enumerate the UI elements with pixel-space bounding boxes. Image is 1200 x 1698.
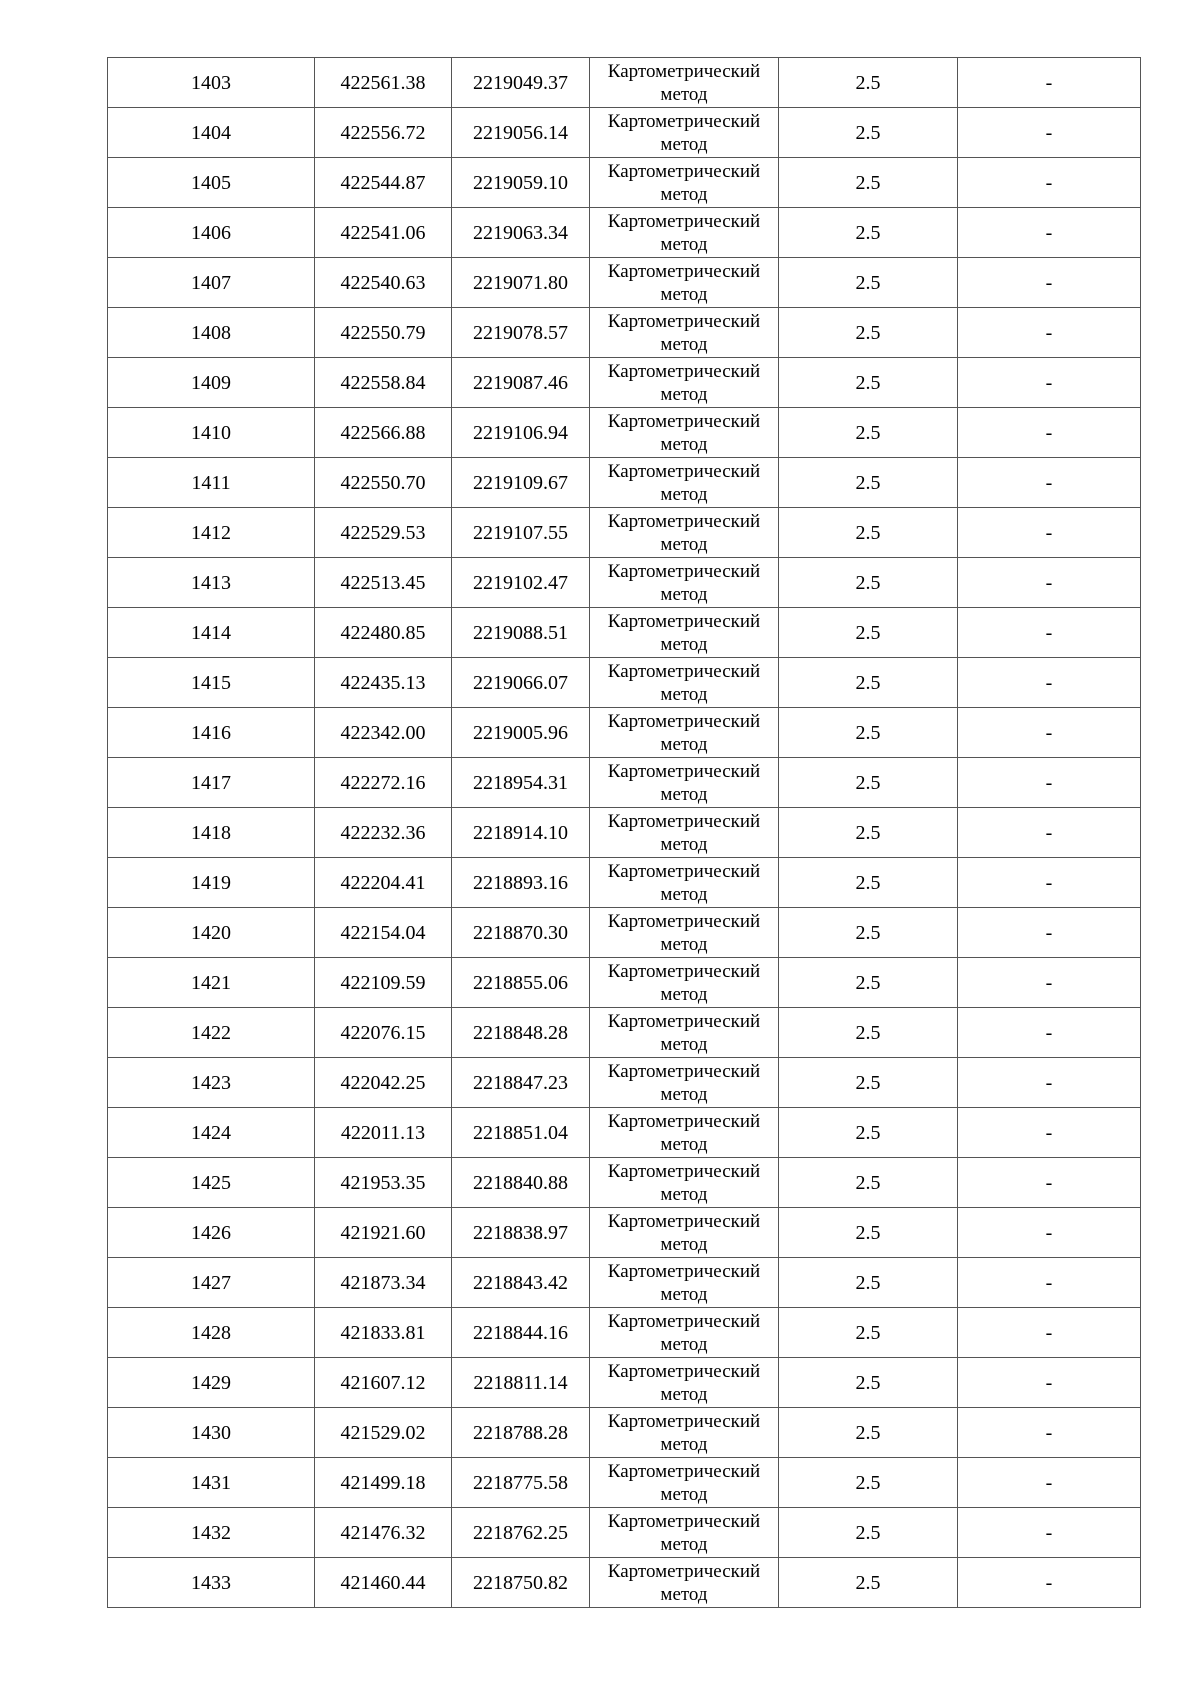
table-row xyxy=(108,758,1141,808)
point-number-cell: 1421 xyxy=(108,958,315,1008)
method-cell: Картометрический метод xyxy=(590,108,779,158)
y-coordinate-cell: 2219109.67 xyxy=(452,458,590,508)
y-coordinate-cell: 2218838.97 xyxy=(452,1208,590,1258)
x-coordinate-cell: 422544.87 xyxy=(315,158,452,208)
precision-cell: 2.5 xyxy=(779,1508,958,1558)
precision-cell: 2.5 xyxy=(779,1008,958,1058)
precision-cell: 2.5 xyxy=(779,308,958,358)
y-coordinate-cell: 2219102.47 xyxy=(452,558,590,608)
precision-cell: 2.5 xyxy=(779,1158,958,1208)
y-coordinate-cell: 2219066.07 xyxy=(452,658,590,708)
precision-cell: 2.5 xyxy=(779,258,958,308)
y-coordinate-cell: 2218750.82 xyxy=(452,1558,590,1608)
table-row xyxy=(108,158,1141,208)
y-coordinate-cell: 2218914.10 xyxy=(452,808,590,858)
y-coordinate-cell: 2218870.30 xyxy=(452,908,590,958)
point-number-cell: 1413 xyxy=(108,558,315,608)
method-cell: Картометрический метод xyxy=(590,1008,779,1058)
table-row xyxy=(108,108,1141,158)
x-coordinate-cell: 422232.36 xyxy=(315,808,452,858)
table-row xyxy=(108,1108,1141,1158)
y-coordinate-cell: 2218843.42 xyxy=(452,1258,590,1308)
x-coordinate-cell: 422042.25 xyxy=(315,1058,452,1108)
point-number-cell: 1428 xyxy=(108,1308,315,1358)
table-row xyxy=(108,658,1141,708)
method-cell: Картометрический метод xyxy=(590,158,779,208)
method-cell: Картометрический метод xyxy=(590,808,779,858)
precision-cell: 2.5 xyxy=(779,858,958,908)
precision-cell: 2.5 xyxy=(779,1058,958,1108)
y-coordinate-cell: 2218848.28 xyxy=(452,1008,590,1058)
method-cell: Картометрический метод xyxy=(590,1158,779,1208)
x-coordinate-cell: 422342.00 xyxy=(315,708,452,758)
x-coordinate-cell: 421499.18 xyxy=(315,1458,452,1508)
precision-cell: 2.5 xyxy=(779,808,958,858)
y-coordinate-cell: 2218811.14 xyxy=(452,1358,590,1408)
precision-cell: 2.5 xyxy=(779,1358,958,1408)
precision-cell: 2.5 xyxy=(779,1458,958,1508)
method-cell: Картометрический метод xyxy=(590,608,779,658)
x-coordinate-cell: 421460.44 xyxy=(315,1558,452,1608)
point-number-cell: 1423 xyxy=(108,1058,315,1108)
x-coordinate-cell: 422566.88 xyxy=(315,408,452,458)
method-cell: Картометрический метод xyxy=(590,208,779,258)
x-coordinate-cell: 422561.38 xyxy=(315,58,452,108)
table-row xyxy=(108,1308,1141,1358)
note-cell: - xyxy=(958,308,1141,358)
table-row xyxy=(108,1558,1141,1608)
table-row xyxy=(108,1458,1141,1508)
method-cell: Картометрический метод xyxy=(590,1258,779,1308)
x-coordinate-cell: 422435.13 xyxy=(315,658,452,708)
method-cell: Картометрический метод xyxy=(590,758,779,808)
y-coordinate-cell: 2218762.25 xyxy=(452,1508,590,1558)
method-cell: Картометрический метод xyxy=(590,1108,779,1158)
y-coordinate-cell: 2219087.46 xyxy=(452,358,590,408)
precision-cell: 2.5 xyxy=(779,408,958,458)
table-row xyxy=(108,958,1141,1008)
method-cell: Картометрический метод xyxy=(590,408,779,458)
note-cell: - xyxy=(958,1308,1141,1358)
point-number-cell: 1424 xyxy=(108,1108,315,1158)
method-cell: Картометрический метод xyxy=(590,1508,779,1558)
point-number-cell: 1422 xyxy=(108,1008,315,1058)
table-row xyxy=(108,858,1141,908)
table-row xyxy=(108,1208,1141,1258)
point-number-cell: 1409 xyxy=(108,358,315,408)
method-cell: Картометрический метод xyxy=(590,508,779,558)
x-coordinate-cell: 422558.84 xyxy=(315,358,452,408)
precision-cell: 2.5 xyxy=(779,1208,958,1258)
y-coordinate-cell: 2219071.80 xyxy=(452,258,590,308)
precision-cell: 2.5 xyxy=(779,1408,958,1458)
precision-cell: 2.5 xyxy=(779,1258,958,1308)
y-coordinate-cell: 2219005.96 xyxy=(452,708,590,758)
note-cell: - xyxy=(958,608,1141,658)
y-coordinate-cell: 2219078.57 xyxy=(452,308,590,358)
table-row xyxy=(108,608,1141,658)
x-coordinate-cell: 422154.04 xyxy=(315,908,452,958)
x-coordinate-cell: 422513.45 xyxy=(315,558,452,608)
x-coordinate-cell: 422204.41 xyxy=(315,858,452,908)
x-coordinate-cell: 422550.70 xyxy=(315,458,452,508)
y-coordinate-cell: 2218954.31 xyxy=(452,758,590,808)
x-coordinate-cell: 422540.63 xyxy=(315,258,452,308)
method-cell: Картометрический метод xyxy=(590,58,779,108)
point-number-cell: 1429 xyxy=(108,1358,315,1408)
x-coordinate-cell: 421953.35 xyxy=(315,1158,452,1208)
table-row xyxy=(108,308,1141,358)
y-coordinate-cell: 2218844.16 xyxy=(452,1308,590,1358)
precision-cell: 2.5 xyxy=(779,508,958,558)
table-row xyxy=(108,1508,1141,1558)
table-row xyxy=(108,1258,1141,1308)
precision-cell: 2.5 xyxy=(779,958,958,1008)
note-cell: - xyxy=(958,1358,1141,1408)
x-coordinate-cell: 422541.06 xyxy=(315,208,452,258)
x-coordinate-cell: 421921.60 xyxy=(315,1208,452,1258)
method-cell: Картометрический метод xyxy=(590,458,779,508)
note-cell: - xyxy=(958,1558,1141,1608)
table-row xyxy=(108,558,1141,608)
method-cell: Картометрический метод xyxy=(590,1058,779,1108)
point-number-cell: 1412 xyxy=(108,508,315,558)
note-cell: - xyxy=(958,358,1141,408)
point-number-cell: 1432 xyxy=(108,1508,315,1558)
table-row xyxy=(108,358,1141,408)
y-coordinate-cell: 2219107.55 xyxy=(452,508,590,558)
x-coordinate-cell: 421476.32 xyxy=(315,1508,452,1558)
method-cell: Картометрический метод xyxy=(590,258,779,308)
table-row xyxy=(108,1008,1141,1058)
table-row xyxy=(108,1358,1141,1408)
note-cell: - xyxy=(958,908,1141,958)
point-number-cell: 1430 xyxy=(108,1408,315,1458)
table-row xyxy=(108,808,1141,858)
y-coordinate-cell: 2219088.51 xyxy=(452,608,590,658)
table-row xyxy=(108,508,1141,558)
precision-cell: 2.5 xyxy=(779,708,958,758)
table-row xyxy=(108,908,1141,958)
precision-cell: 2.5 xyxy=(779,758,958,808)
table-row xyxy=(108,258,1141,308)
point-number-cell: 1410 xyxy=(108,408,315,458)
note-cell: - xyxy=(958,508,1141,558)
precision-cell: 2.5 xyxy=(779,608,958,658)
method-cell: Картометрический метод xyxy=(590,1558,779,1608)
precision-cell: 2.5 xyxy=(779,1558,958,1608)
x-coordinate-cell: 421833.81 xyxy=(315,1308,452,1358)
table-row xyxy=(108,458,1141,508)
point-number-cell: 1426 xyxy=(108,1208,315,1258)
note-cell: - xyxy=(958,58,1141,108)
precision-cell: 2.5 xyxy=(779,1308,958,1358)
point-number-cell: 1418 xyxy=(108,808,315,858)
method-cell: Картометрический метод xyxy=(590,358,779,408)
note-cell: - xyxy=(958,1008,1141,1058)
method-cell: Картометрический метод xyxy=(590,708,779,758)
table-row xyxy=(108,408,1141,458)
note-cell: - xyxy=(958,558,1141,608)
point-number-cell: 1411 xyxy=(108,458,315,508)
y-coordinate-cell: 2218788.28 xyxy=(452,1408,590,1458)
point-number-cell: 1403 xyxy=(108,58,315,108)
x-coordinate-cell: 422480.85 xyxy=(315,608,452,658)
x-coordinate-cell: 421529.02 xyxy=(315,1408,452,1458)
x-coordinate-cell: 421873.34 xyxy=(315,1258,452,1308)
precision-cell: 2.5 xyxy=(779,558,958,608)
point-number-cell: 1417 xyxy=(108,758,315,808)
method-cell: Картометрический метод xyxy=(590,1208,779,1258)
y-coordinate-cell: 2219049.37 xyxy=(452,58,590,108)
note-cell: - xyxy=(958,858,1141,908)
note-cell: - xyxy=(958,1208,1141,1258)
note-cell: - xyxy=(958,1408,1141,1458)
point-number-cell: 1427 xyxy=(108,1258,315,1308)
x-coordinate-cell: 421607.12 xyxy=(315,1358,452,1408)
method-cell: Картометрический метод xyxy=(590,908,779,958)
note-cell: - xyxy=(958,458,1141,508)
method-cell: Картометрический метод xyxy=(590,1308,779,1358)
note-cell: - xyxy=(958,1458,1141,1508)
y-coordinate-cell: 2219106.94 xyxy=(452,408,590,458)
table-row xyxy=(108,208,1141,258)
precision-cell: 2.5 xyxy=(779,658,958,708)
point-number-cell: 1407 xyxy=(108,258,315,308)
precision-cell: 2.5 xyxy=(779,1108,958,1158)
x-coordinate-cell: 422529.53 xyxy=(315,508,452,558)
point-number-cell: 1433 xyxy=(108,1558,315,1608)
method-cell: Картометрический метод xyxy=(590,1358,779,1408)
point-number-cell: 1414 xyxy=(108,608,315,658)
point-number-cell: 1425 xyxy=(108,1158,315,1208)
note-cell: - xyxy=(958,1508,1141,1558)
note-cell: - xyxy=(958,1108,1141,1158)
x-coordinate-cell: 422011.13 xyxy=(315,1108,452,1158)
note-cell: - xyxy=(958,658,1141,708)
note-cell: - xyxy=(958,1258,1141,1308)
precision-cell: 2.5 xyxy=(779,158,958,208)
coordinates-table-body xyxy=(108,58,1141,1608)
precision-cell: 2.5 xyxy=(779,358,958,408)
point-number-cell: 1408 xyxy=(108,308,315,358)
point-number-cell: 1420 xyxy=(108,908,315,958)
method-cell: Картометрический метод xyxy=(590,1408,779,1458)
table-row xyxy=(108,1408,1141,1458)
point-number-cell: 1406 xyxy=(108,208,315,258)
x-coordinate-cell: 422109.59 xyxy=(315,958,452,1008)
note-cell: - xyxy=(958,958,1141,1008)
y-coordinate-cell: 2218855.06 xyxy=(452,958,590,1008)
note-cell: - xyxy=(958,808,1141,858)
y-coordinate-cell: 2218893.16 xyxy=(452,858,590,908)
y-coordinate-cell: 2218775.58 xyxy=(452,1458,590,1508)
precision-cell: 2.5 xyxy=(779,58,958,108)
point-number-cell: 1404 xyxy=(108,108,315,158)
method-cell: Картометрический метод xyxy=(590,858,779,908)
note-cell: - xyxy=(958,108,1141,158)
y-coordinate-cell: 2219063.34 xyxy=(452,208,590,258)
y-coordinate-cell: 2219059.10 xyxy=(452,158,590,208)
x-coordinate-cell: 422556.72 xyxy=(315,108,452,158)
note-cell: - xyxy=(958,408,1141,458)
note-cell: - xyxy=(958,1158,1141,1208)
method-cell: Картометрический метод xyxy=(590,558,779,608)
x-coordinate-cell: 422272.16 xyxy=(315,758,452,808)
table-row xyxy=(108,708,1141,758)
precision-cell: 2.5 xyxy=(779,458,958,508)
point-number-cell: 1419 xyxy=(108,858,315,908)
method-cell: Картометрический метод xyxy=(590,958,779,1008)
coordinates-table xyxy=(107,57,1141,1608)
y-coordinate-cell: 2219056.14 xyxy=(452,108,590,158)
note-cell: - xyxy=(958,158,1141,208)
precision-cell: 2.5 xyxy=(779,108,958,158)
y-coordinate-cell: 2218851.04 xyxy=(452,1108,590,1158)
note-cell: - xyxy=(958,258,1141,308)
method-cell: Картометрический метод xyxy=(590,308,779,358)
table-row xyxy=(108,1058,1141,1108)
y-coordinate-cell: 2218840.88 xyxy=(452,1158,590,1208)
y-coordinate-cell: 2218847.23 xyxy=(452,1058,590,1108)
point-number-cell: 1431 xyxy=(108,1458,315,1508)
note-cell: - xyxy=(958,708,1141,758)
x-coordinate-cell: 422550.79 xyxy=(315,308,452,358)
method-cell: Картометрический метод xyxy=(590,1458,779,1508)
table-row xyxy=(108,58,1141,108)
point-number-cell: 1416 xyxy=(108,708,315,758)
method-cell: Картометрический метод xyxy=(590,658,779,708)
note-cell: - xyxy=(958,758,1141,808)
point-number-cell: 1415 xyxy=(108,658,315,708)
x-coordinate-cell: 422076.15 xyxy=(315,1008,452,1058)
precision-cell: 2.5 xyxy=(779,208,958,258)
point-number-cell: 1405 xyxy=(108,158,315,208)
note-cell: - xyxy=(958,1058,1141,1108)
note-cell: - xyxy=(958,208,1141,258)
precision-cell: 2.5 xyxy=(779,908,958,958)
table-row xyxy=(108,1158,1141,1208)
